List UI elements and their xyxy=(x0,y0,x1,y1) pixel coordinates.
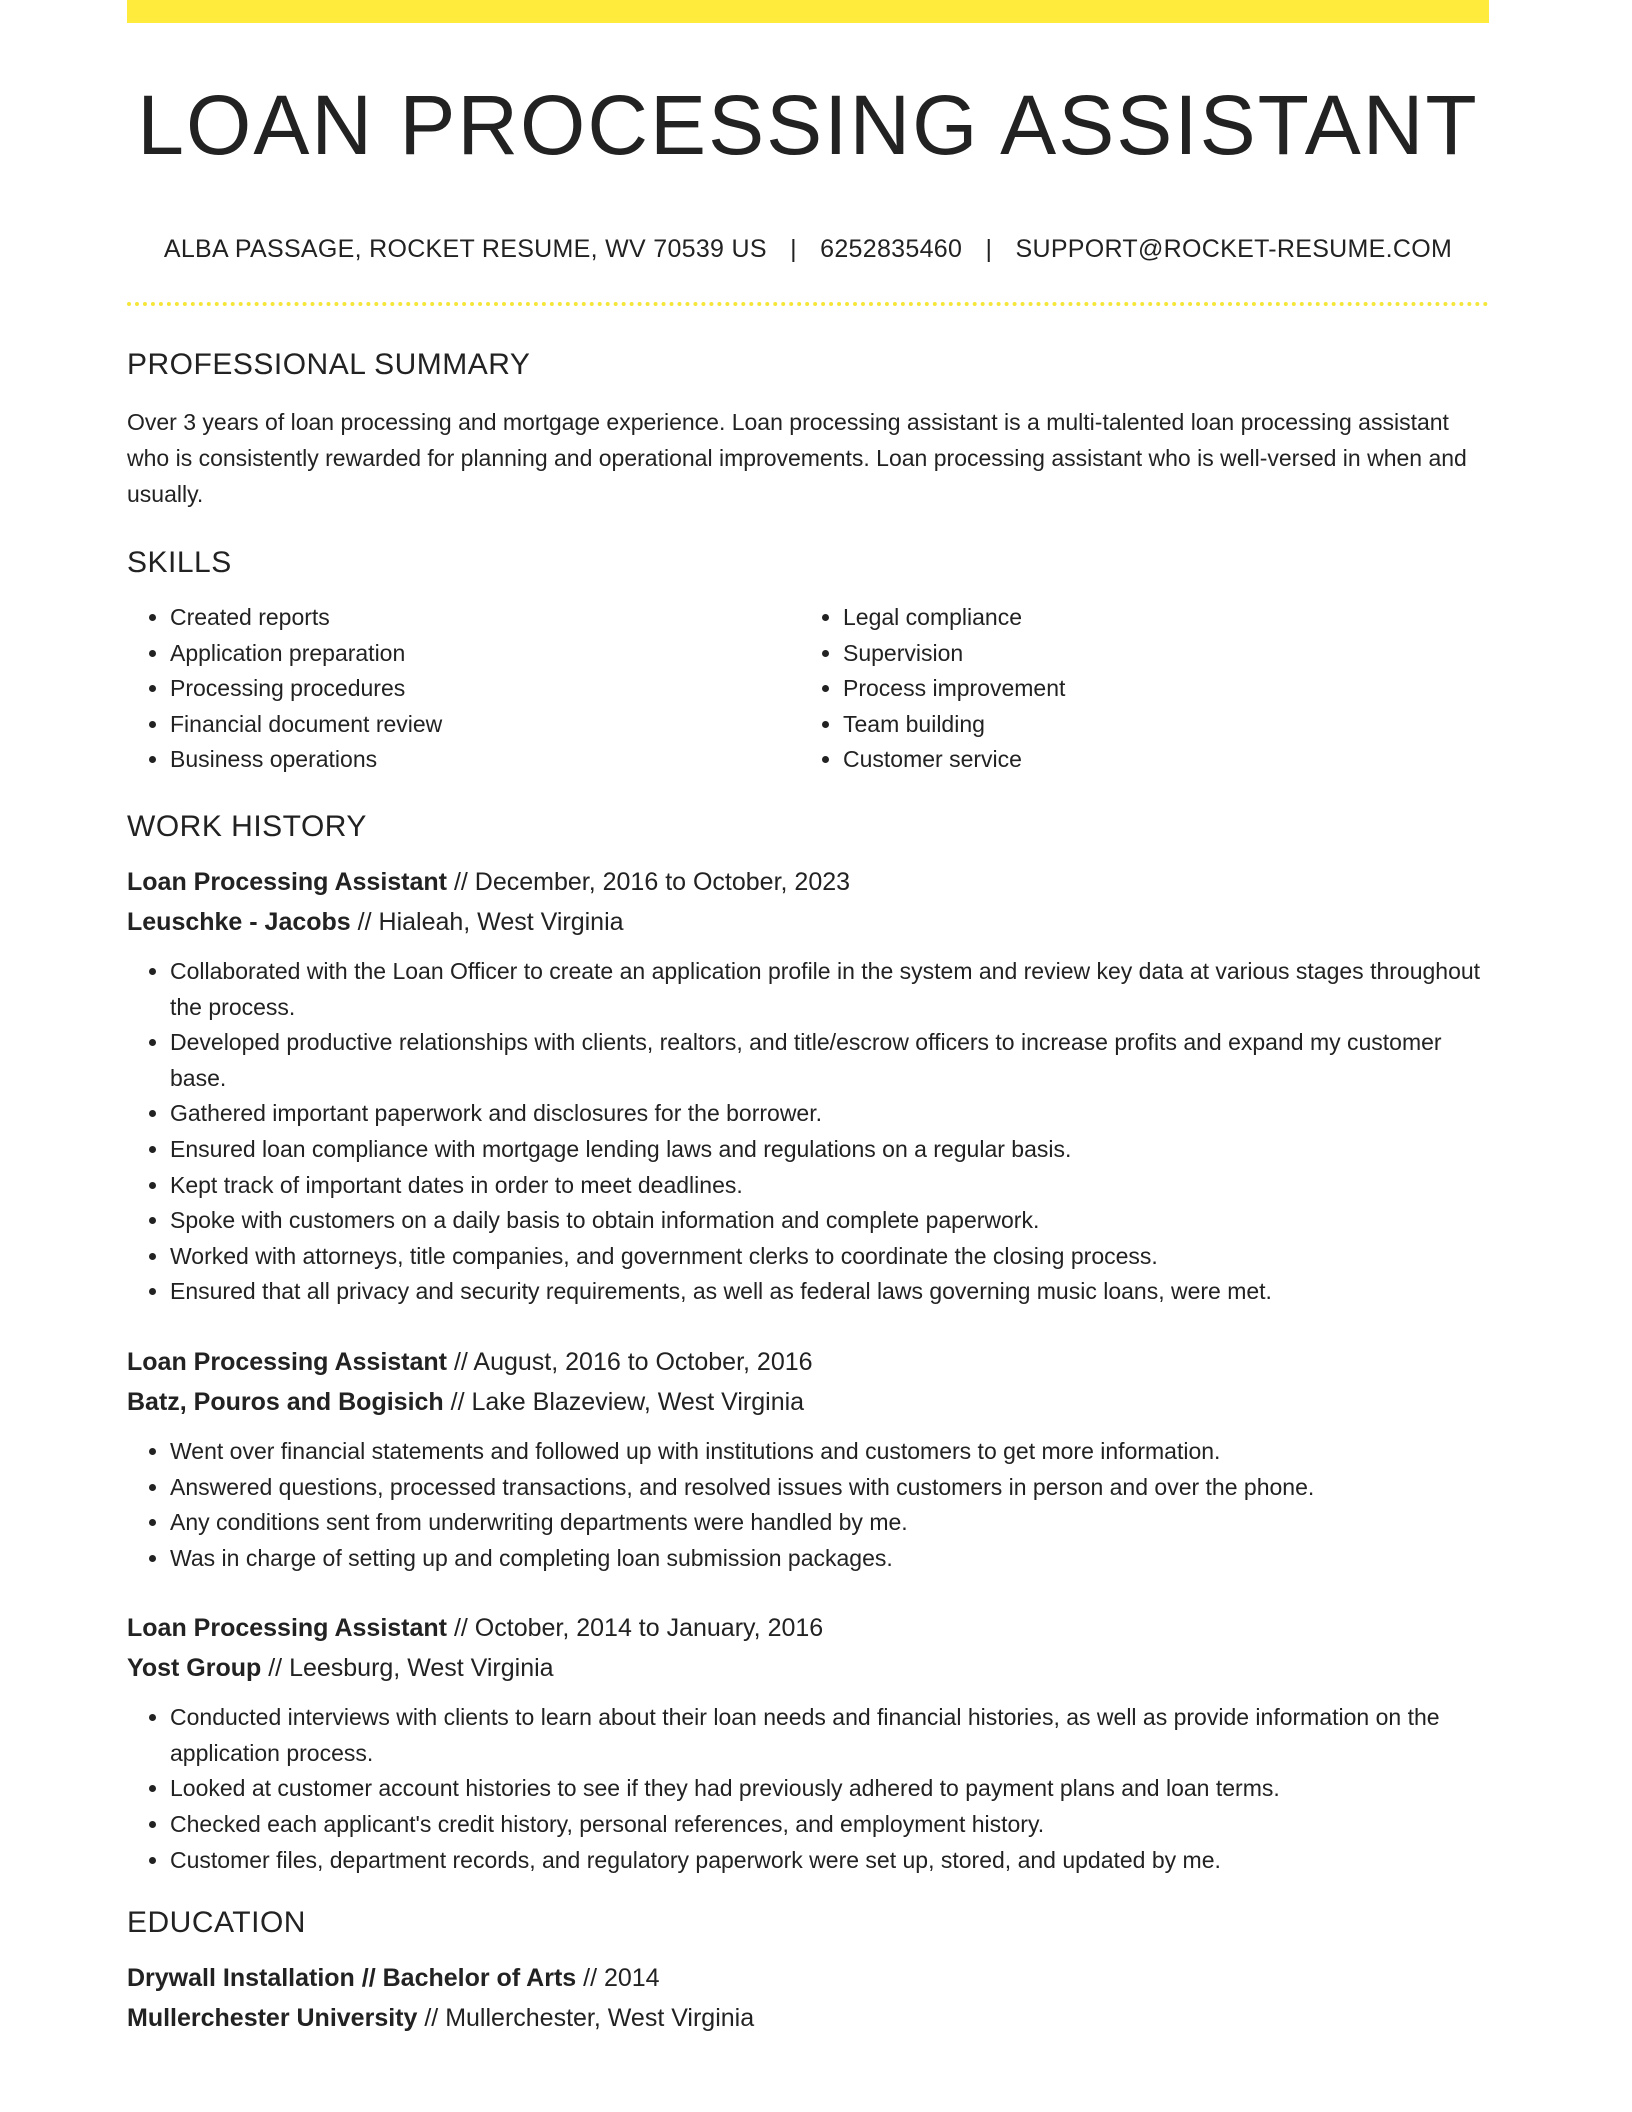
contact-line xyxy=(127,237,1489,262)
job-entry xyxy=(127,1342,1489,1576)
resume-title: LOAN PROCESSING ASSISTANT xyxy=(137,78,1479,172)
summary-text: Over 3 years of loan processing and mortgage experience. Loan processing assistant is a multi-talented loan processing assistant who is consistently rewarded for planning and operational improvements. Loan processing assistant who is well-versed in when and usually. xyxy=(127,409,1467,507)
job-separator: // xyxy=(350,907,379,936)
education-heading: EDUCATION xyxy=(127,1906,306,1940)
job-bullet: • Kept track of important dates in order to meet deadlines. xyxy=(170,1168,1489,1204)
job-location: Hialeah, West Virginia xyxy=(378,907,624,936)
summary-heading: PROFESSIONAL SUMMARY xyxy=(127,348,531,381)
job-title-line xyxy=(127,1608,1489,1648)
job-separator: // xyxy=(261,1654,290,1683)
job-separator: // xyxy=(447,867,475,896)
job-bullets xyxy=(127,1700,1489,1878)
skill-item: • Supervision xyxy=(843,636,1473,672)
job-dates: December, 2016 to October, 2023 xyxy=(474,867,851,896)
job-separator: // xyxy=(447,1614,475,1643)
contact-address: ALBA PASSAGE, ROCKET RESUME, WV 70539 US xyxy=(163,235,767,263)
job-location: Leesburg, West Virginia xyxy=(289,1654,554,1683)
contact-phone: 6252835460 xyxy=(820,235,963,263)
accent-bar xyxy=(127,0,1489,23)
job-bullet: • Was in charge of setting up and completing loan submission packages. xyxy=(170,1541,1489,1577)
job-entry xyxy=(127,1608,1489,1878)
job-bullet: • Answered questions, processed transactions, and resolved issues with customers in person and over the phone. xyxy=(170,1470,1489,1506)
work-history-heading: WORK HISTORY xyxy=(127,809,367,843)
job-bullet: • Looked at customer account histories to see if they had previously adhered to payment plans and loan terms. xyxy=(170,1771,1489,1807)
skill-item: • Legal compliance xyxy=(843,600,1473,636)
skill-item: • Customer service xyxy=(843,742,1473,778)
job-entry xyxy=(127,862,1489,1310)
skill-item: • Processing procedures xyxy=(170,671,800,707)
job-bullet: • Gathered important paperwork and disclosures for the borrower. xyxy=(170,1096,1489,1132)
education-separator: // xyxy=(417,2004,446,2033)
job-bullet: • Any conditions sent from underwriting departments were handled by me. xyxy=(170,1505,1489,1541)
contact-separator: | xyxy=(790,235,797,263)
education-school: Mullerchester University xyxy=(127,2004,418,2033)
education-year: 2014 xyxy=(603,1964,660,1993)
job-separator: // xyxy=(443,1387,472,1416)
job-company: Yost Group xyxy=(127,1654,262,1683)
skill-item: • Financial document review xyxy=(170,707,800,743)
skill-item: • Team building xyxy=(843,707,1473,743)
education-location: Mullerchester, West Virginia xyxy=(445,2004,755,2033)
job-company: Leuschke - Jacobs xyxy=(127,907,351,936)
resume-page xyxy=(127,0,1489,2038)
job-bullets xyxy=(127,1434,1489,1576)
skills-column-right xyxy=(800,600,1473,778)
skill-item: • Business operations xyxy=(170,742,800,778)
job-company: Batz, Pouros and Bogisich xyxy=(127,1387,444,1416)
job-location: Lake Blazeview, West Virginia xyxy=(471,1387,805,1416)
job-title-line xyxy=(127,862,1489,902)
skill-item: • Process improvement xyxy=(843,671,1473,707)
job-bullet: • Checked each applicant's credit history, personal references, and employment history. xyxy=(170,1807,1489,1843)
job-company-line xyxy=(127,902,1489,942)
job-bullet: • Worked with attorneys, title companies, and government clerks to coordinate the closing process. xyxy=(170,1239,1489,1275)
job-role: Loan Processing Assistant xyxy=(127,1614,447,1643)
job-bullets xyxy=(127,954,1489,1310)
skills-column-left xyxy=(127,600,800,778)
job-bullet: • Ensured that all privacy and security requirements, as well as federal laws governing music loans, were met. xyxy=(170,1274,1489,1310)
job-dates: August, 2016 to October, 2016 xyxy=(473,1347,813,1376)
job-bullet: • Ensured loan compliance with mortgage lending laws and regulations on a regular basis. xyxy=(170,1132,1489,1168)
job-bullet: • Went over financial statements and followed up with institutions and customers to get more information. xyxy=(170,1434,1489,1470)
education-separator: // xyxy=(576,1964,604,1993)
dotted-divider xyxy=(127,302,1489,306)
education-school-line xyxy=(127,1998,1489,2038)
job-bullet: • Spoke with customers on a daily basis to obtain information and complete paperwork. xyxy=(170,1203,1489,1239)
job-company-line xyxy=(127,1648,1489,1688)
skills-list xyxy=(127,600,1489,778)
education-entry xyxy=(127,1958,1489,2038)
job-bullet: • Developed productive relationships with clients, realtors, and title/escrow officers to increase profits and expand my customer base. xyxy=(170,1025,1489,1096)
skills-heading: SKILLS xyxy=(127,546,232,579)
education-degree: Drywall Installation // Bachelor of Arts xyxy=(127,1964,577,1993)
skill-item: • Created reports xyxy=(170,600,800,636)
skill-item: • Application preparation xyxy=(170,636,800,672)
job-company-line xyxy=(127,1382,1489,1422)
job-separator: // xyxy=(447,1347,474,1376)
job-role: Loan Processing Assistant xyxy=(127,1347,447,1376)
education-degree-line xyxy=(127,1958,1489,1998)
job-dates: October, 2014 to January, 2016 xyxy=(474,1614,824,1643)
contact-email: SUPPORT@ROCKET-RESUME.COM xyxy=(1015,235,1453,263)
job-bullet: • Collaborated with the Loan Officer to create an application profile in the system and review key data at various stages throughout the process. xyxy=(170,954,1489,1025)
job-title-line xyxy=(127,1342,1489,1382)
contact-separator: | xyxy=(985,235,993,263)
job-role: Loan Processing Assistant xyxy=(127,867,447,896)
job-bullet: • Conducted interviews with clients to learn about their loan needs and financial histories, as well as provide information on the application process. xyxy=(170,1700,1489,1771)
job-bullet: • Customer files, department records, and regulatory paperwork were set up, stored, and updated by me. xyxy=(170,1843,1489,1879)
